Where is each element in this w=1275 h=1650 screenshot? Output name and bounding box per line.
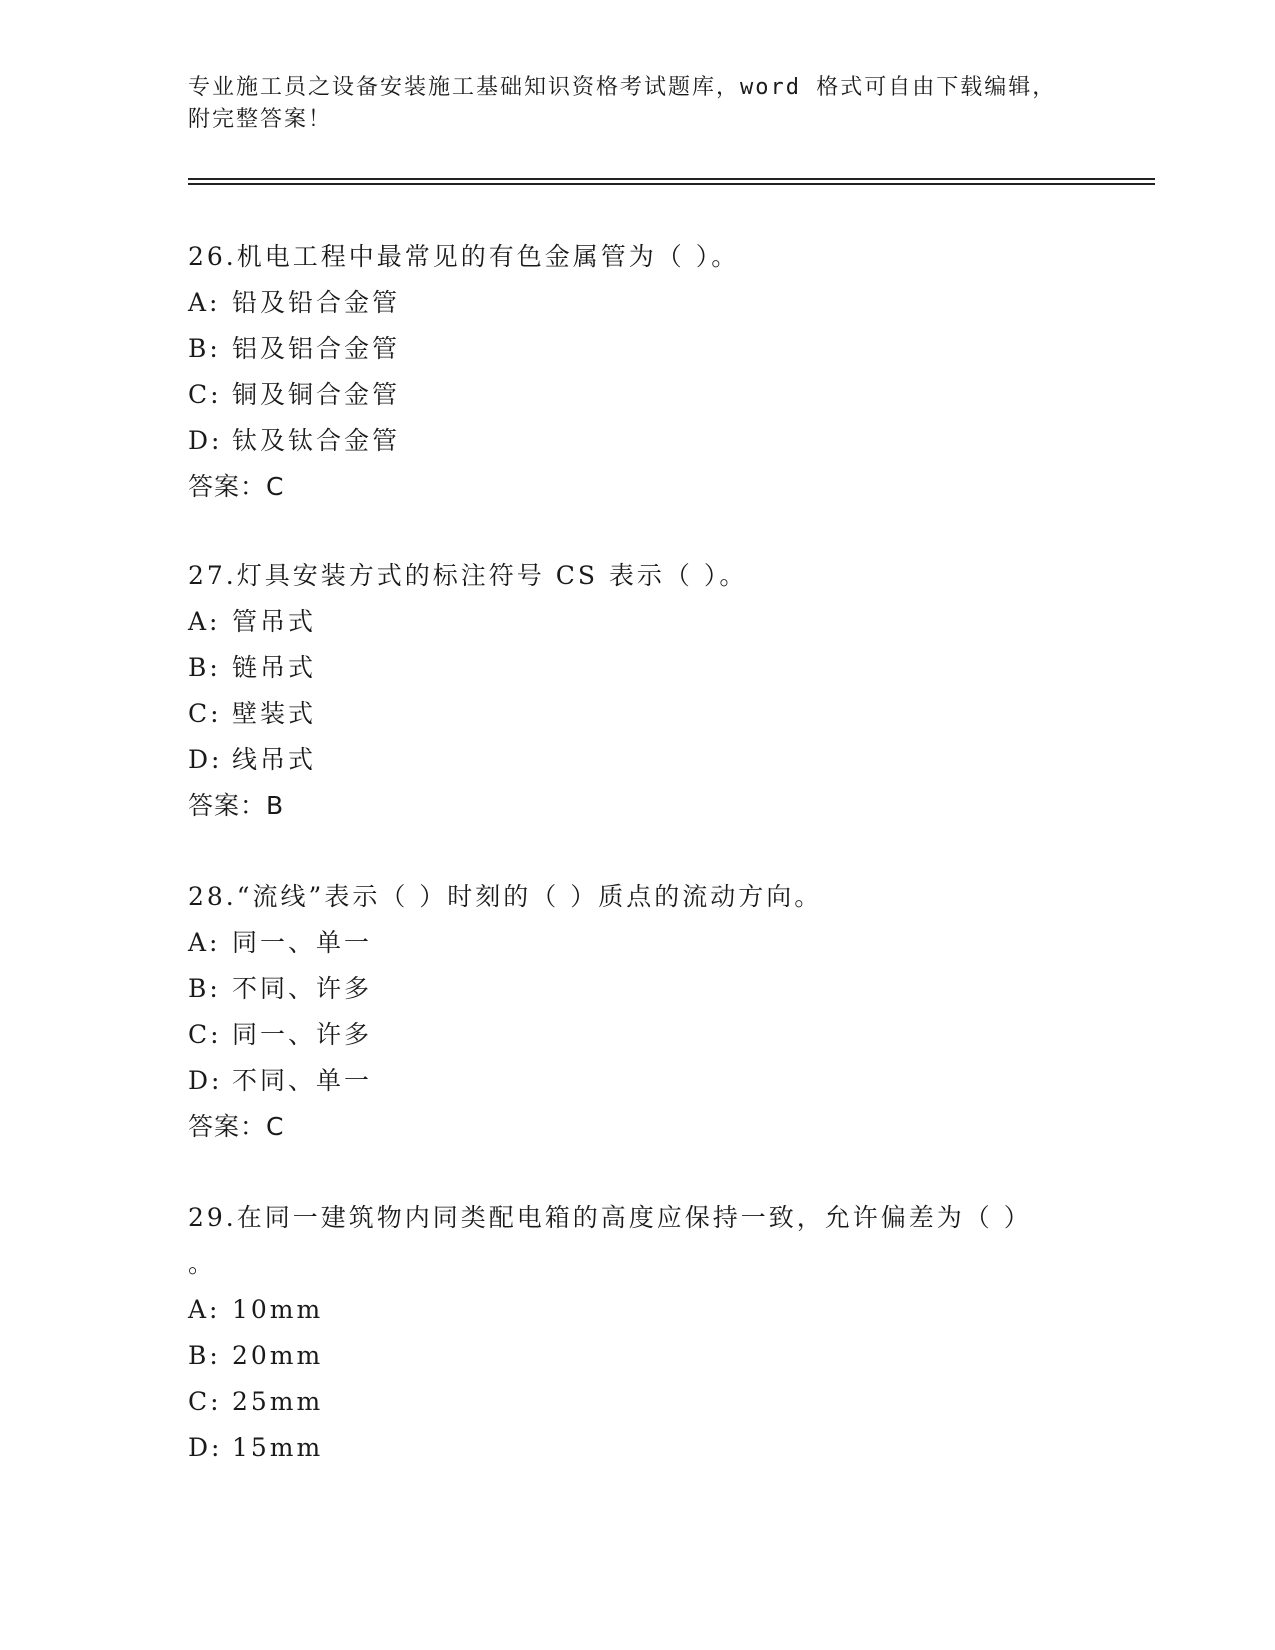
answer: 答案：C bbox=[188, 1112, 285, 1141]
option-letter: D: bbox=[188, 1433, 223, 1462]
option-letter: D: bbox=[188, 426, 223, 455]
header-divider-bottom bbox=[188, 183, 1155, 185]
option-letter: D: bbox=[188, 745, 223, 774]
question-stem: 27.灯具安装方式的标注符号 CS 表示（ ）。 bbox=[188, 561, 748, 590]
option-text: 10mm bbox=[232, 1295, 324, 1324]
option-d bbox=[188, 737, 1088, 783]
option-text: 管吊式 bbox=[232, 607, 317, 636]
option-text: 链吊式 bbox=[232, 653, 317, 682]
option-c bbox=[188, 372, 1088, 418]
option-a bbox=[188, 280, 1088, 326]
option-letter: B: bbox=[188, 653, 221, 682]
answer: 答案：C bbox=[188, 472, 285, 501]
option-letter: B: bbox=[188, 334, 221, 363]
option-text: 25mm bbox=[232, 1387, 324, 1416]
option-letter: A: bbox=[188, 928, 221, 957]
option-text: 15mm bbox=[232, 1433, 324, 1462]
question-28 bbox=[188, 874, 1088, 1150]
option-letter: C: bbox=[188, 1020, 222, 1049]
option-letter: C: bbox=[188, 380, 222, 409]
option-b bbox=[188, 1333, 1088, 1379]
question-29 bbox=[188, 1195, 1088, 1471]
option-text: 钛及钛合金管 bbox=[232, 426, 401, 455]
option-text: 线吊式 bbox=[232, 745, 317, 774]
option-text: 铅及铅合金管 bbox=[232, 288, 401, 317]
option-letter: B: bbox=[188, 974, 221, 1003]
option-text: 20mm bbox=[232, 1341, 324, 1370]
header-line-2: 附完整答案！ bbox=[188, 107, 333, 132]
option-a bbox=[188, 1287, 1088, 1333]
option-text: 同一、单一 bbox=[232, 928, 373, 957]
option-text: 铜及铜合金管 bbox=[232, 380, 401, 409]
question-27 bbox=[188, 553, 1088, 829]
question-stem: 26.机电工程中最常见的有色金属管为（ ）。 bbox=[188, 242, 740, 271]
option-c bbox=[188, 691, 1088, 737]
option-letter: C: bbox=[188, 699, 222, 728]
option-text: 铝及铝合金管 bbox=[232, 334, 401, 363]
question-26 bbox=[188, 234, 1088, 510]
answer: 答案：B bbox=[188, 791, 285, 820]
question-stem: 29.在同一建筑物内同类配电箱的高度应保持一致，允许偏差为（ ） 。 bbox=[188, 1203, 1032, 1278]
header-line-1: 专业施工员之设备安装施工基础知识资格考试题库，word 格式可自由下载编辑， bbox=[188, 75, 1057, 100]
option-a bbox=[188, 599, 1088, 645]
option-c bbox=[188, 1379, 1088, 1425]
option-d bbox=[188, 1058, 1088, 1104]
option-d bbox=[188, 1425, 1088, 1471]
option-text: 不同、单一 bbox=[232, 1066, 373, 1095]
option-letter: A: bbox=[188, 288, 221, 317]
option-letter: C: bbox=[188, 1387, 222, 1416]
option-b bbox=[188, 326, 1088, 372]
option-b bbox=[188, 645, 1088, 691]
option-text: 不同、许多 bbox=[232, 974, 373, 1003]
option-letter: A: bbox=[188, 1295, 221, 1324]
option-letter: B: bbox=[188, 1341, 221, 1370]
option-a bbox=[188, 920, 1088, 966]
document-header bbox=[188, 72, 1088, 136]
option-text: 同一、许多 bbox=[232, 1020, 373, 1049]
option-text: 壁装式 bbox=[232, 699, 317, 728]
option-b bbox=[188, 966, 1088, 1012]
option-letter: A: bbox=[188, 607, 221, 636]
option-d bbox=[188, 418, 1088, 464]
option-letter: D: bbox=[188, 1066, 223, 1095]
question-stem: 28.“流线”表示（ ）时刻的（ ）质点的流动方向。 bbox=[188, 882, 823, 911]
option-c bbox=[188, 1012, 1088, 1058]
header-divider-top bbox=[188, 178, 1155, 180]
